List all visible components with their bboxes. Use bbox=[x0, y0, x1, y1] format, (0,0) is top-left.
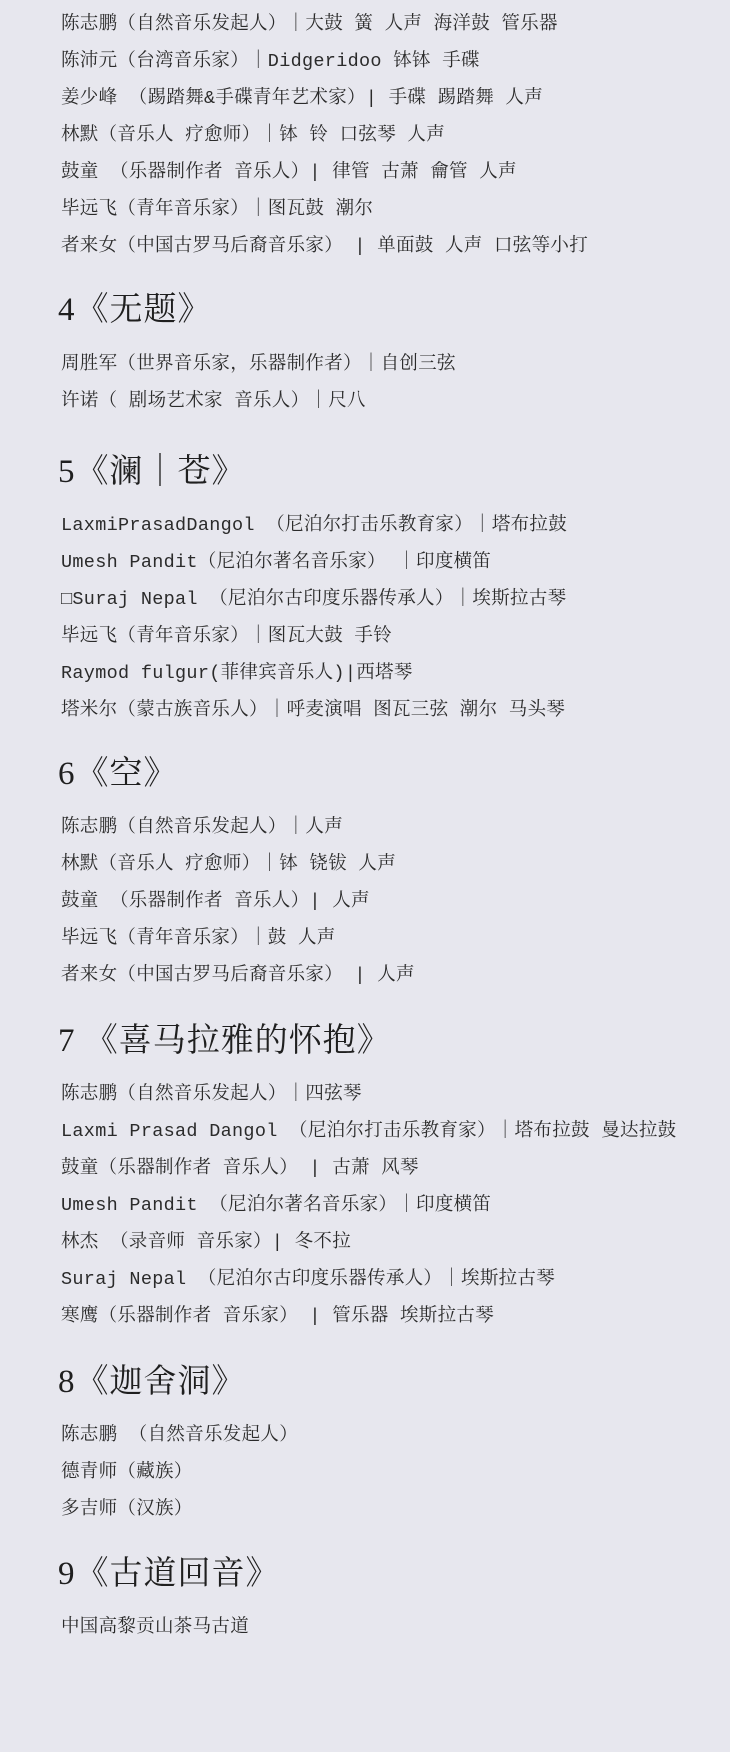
performer-line: LaxmiPrasadDangol （尼泊尔打击乐教育家）｜塔布拉鼓 bbox=[61, 515, 568, 536]
performer-line: 多吉师（汉族） bbox=[61, 1499, 193, 1520]
performer-line: Umesh Pandit （尼泊尔著名音乐家）｜印度横笛 bbox=[61, 1195, 492, 1216]
performer-line: 毕远飞（青年音乐家）｜鼓 人声 bbox=[61, 928, 336, 949]
section-title: 9《古道回音》 bbox=[58, 1556, 280, 1592]
performer-line: 者来女（中国古罗马后裔音乐家） | 人声 bbox=[61, 965, 415, 986]
section-title: 7 《喜马拉雅的怀抱》 bbox=[58, 1023, 391, 1059]
performer-line: 周胜军（世界音乐家，乐器制作者）｜自创三弦 bbox=[61, 354, 456, 375]
performer-line: 塔米尔（蒙古族音乐人）｜呼麦演唱 图瓦三弦 潮尔 马头琴 bbox=[61, 700, 566, 721]
performer-line: 陈志鹏（自然音乐发起人）｜四弦琴 bbox=[61, 1084, 362, 1105]
performer-line: Suraj Nepal （尼泊尔古印度乐器传承人）｜埃斯拉古琴 bbox=[61, 1269, 556, 1290]
performer-line: 林杰 （录音师 音乐家）| 冬不拉 bbox=[61, 1232, 352, 1253]
performer-line: Umesh Pandit（尼泊尔著名音乐家） ｜印度横笛 bbox=[61, 552, 492, 573]
performer-line: Raymod fulgur(菲律宾音乐人)|西塔琴 bbox=[61, 663, 413, 684]
performer-line: 鼓童 （乐器制作者 音乐人）| 人声 bbox=[61, 891, 370, 912]
performer-line: 陈沛元（台湾音乐家）｜Didgeridoo 钵钵 手碟 bbox=[61, 51, 480, 72]
performer-line: Laxmi Prasad Dangol （尼泊尔打击乐教育家）｜塔布拉鼓 曼达拉鼓 bbox=[61, 1121, 677, 1142]
performer-line: 鼓童 （乐器制作者 音乐人）| 律管 古萧 龠管 人声 bbox=[61, 162, 517, 183]
performer-line: 姜少峰 （踢踏舞&手碟青年艺术家）| 手碟 踢踏舞 人声 bbox=[61, 88, 544, 109]
performer-line: 林默（音乐人 疗愈师）｜钵 铃 口弦琴 人声 bbox=[61, 125, 446, 146]
performer-line: 者来女（中国古罗马后裔音乐家） | 单面鼓 人声 口弦等小打 bbox=[61, 236, 589, 257]
performer-line: 陈志鹏（自然音乐发起人）｜大鼓 簧 人声 海洋鼓 管乐器 bbox=[61, 14, 558, 35]
performer-line: 陈志鹏 （自然音乐发起人） bbox=[61, 1425, 299, 1446]
performer-line: 中国高黎贡山茶马古道 bbox=[61, 1617, 250, 1638]
performer-line: 陈志鹏（自然音乐发起人）｜人声 bbox=[61, 817, 344, 838]
section-title: 4《无题》 bbox=[58, 292, 212, 328]
performer-line: □Suraj Nepal （尼泊尔古印度乐器传承人）｜埃斯拉古琴 bbox=[61, 589, 567, 610]
performer-line: 毕远飞（青年音乐家）｜图瓦鼓 潮尔 bbox=[61, 199, 374, 220]
performer-line: 德青师（藏族） bbox=[61, 1462, 193, 1483]
section-title: 5《澜｜苍》 bbox=[58, 454, 246, 490]
performer-line: 毕远飞（青年音乐家）｜图瓦大鼓 手铃 bbox=[61, 626, 393, 647]
section-title: 6《空》 bbox=[58, 756, 178, 792]
performer-line: 寒鹰（乐器制作者 音乐家） | 管乐器 埃斯拉古琴 bbox=[61, 1306, 495, 1327]
performer-line: 鼓童（乐器制作者 音乐人） | 古萧 风琴 bbox=[61, 1158, 419, 1179]
section-title: 8《迦舍洞》 bbox=[58, 1364, 246, 1400]
performer-line: 林默（音乐人 疗愈师）｜钵 铙钹 人声 bbox=[61, 854, 397, 875]
performer-line: 许诺（ 剧场艺术家 音乐人）｜尺八 bbox=[61, 391, 366, 412]
